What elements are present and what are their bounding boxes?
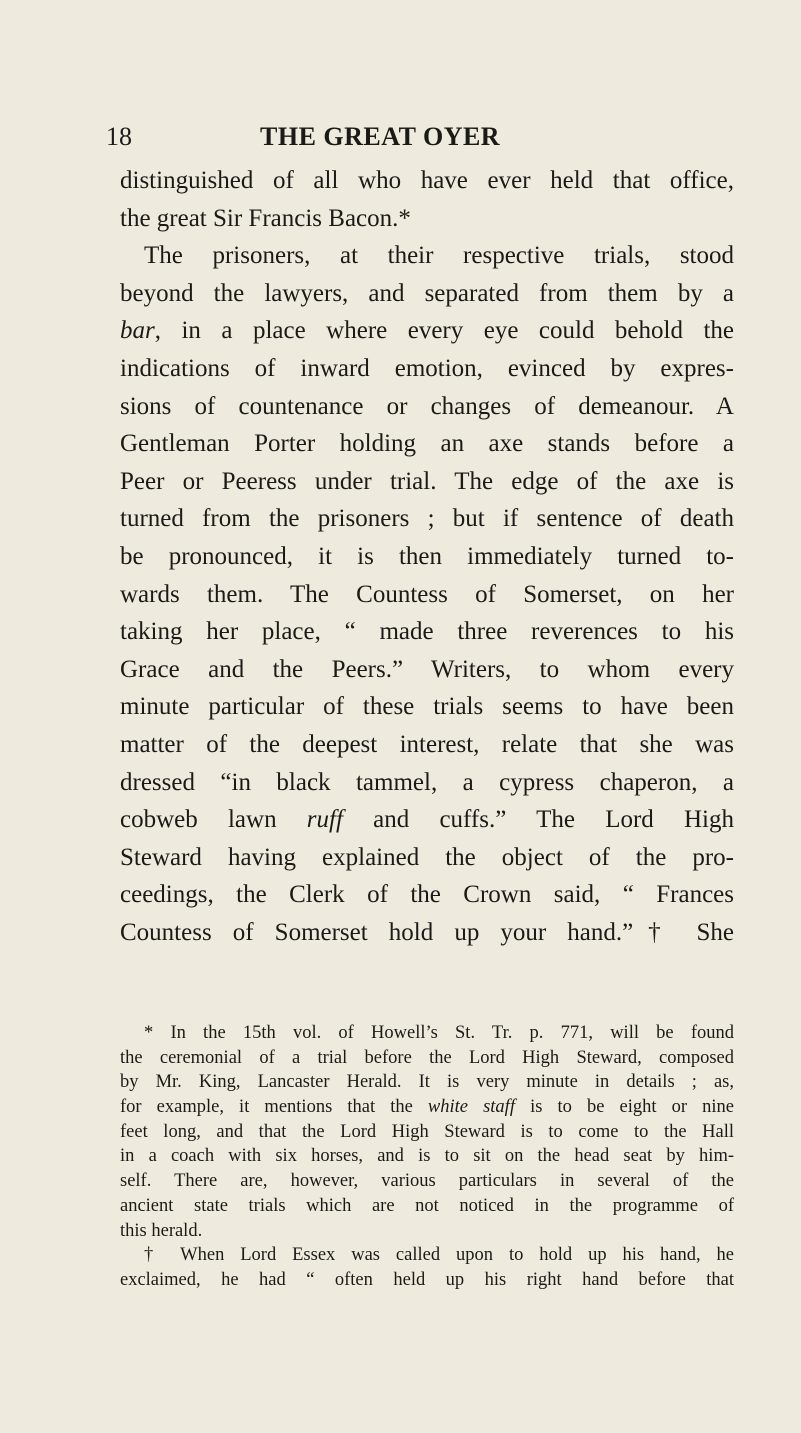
body-line: turned from the prisoners ; but if sentence of death bbox=[120, 505, 734, 533]
footnote-line: * In the 15th vol. of Howell’s St. Tr. p. 771, will be found bbox=[144, 1023, 734, 1043]
body-line: be pronounced, it is then immediately turned to- bbox=[120, 542, 734, 570]
body-line: beyond the lawyers, and separated from them by a bbox=[120, 279, 734, 307]
footnote-line: † When Lord Essex was called upon to hold up his hand, he bbox=[144, 1245, 734, 1266]
footnote-line: in a coach with six horses, and is to sit on the head seat by him- bbox=[120, 1146, 734, 1167]
footnotes bbox=[120, 1021, 734, 1293]
body-line: matter of the deepest interest, relate that she was bbox=[120, 730, 734, 758]
footnote-line: this herald. bbox=[120, 1220, 203, 1241]
body-line: bar, in a place where every eye could behold the bbox=[120, 317, 734, 345]
body-line: wards them. The Countess of Somerset, on her bbox=[120, 580, 734, 608]
body-line: indications of inward emotion, evinced by expres- bbox=[120, 354, 734, 382]
body-text bbox=[120, 162, 734, 951]
body-line: Steward having explained the object of the pro- bbox=[120, 843, 734, 871]
page-header bbox=[106, 117, 726, 157]
footnote-line: by Mr. King, Lancaster Herald. It is very minute in details ; as, bbox=[120, 1072, 734, 1093]
footnote-line: exclaimed, he had “ often held up his right hand before that bbox=[120, 1269, 734, 1290]
running-title: THE GREAT OYER bbox=[260, 122, 501, 151]
footnote-line: the ceremonial of a trial before the Lord High Steward, composed bbox=[120, 1047, 734, 1068]
body-line: taking her place, “ made three reverences to his bbox=[120, 618, 734, 646]
body-line: The prisoners, at their respective trials, stood bbox=[144, 242, 734, 270]
body-line: minute particular of these trials seems to have been bbox=[120, 693, 734, 721]
body-line: Peer or Peeress under trial. The edge of the axe is bbox=[120, 467, 734, 495]
body-line: the great Sir Francis Bacon.* bbox=[120, 204, 411, 232]
body-line: dressed “in black tammel, a cypress chaperon, a bbox=[120, 768, 734, 796]
body-line: sions of countenance or changes of demeanour. A bbox=[120, 392, 734, 420]
footnote-line: feet long, and that the Lord High Steward is to come to the Hall bbox=[120, 1121, 734, 1142]
footnote-line: for example, it mentions that the white staff is to be eight or nine bbox=[120, 1097, 735, 1118]
footnote-line: ancient state trials which are not noticed in the programme of bbox=[120, 1195, 734, 1216]
body-line: cobweb lawn ruff and cuffs.” The Lord High bbox=[120, 806, 735, 834]
body-line: ceedings, the Clerk of the Crown said, “ Frances bbox=[120, 881, 734, 909]
page-number: 18 bbox=[106, 122, 132, 151]
body-line: Gentleman Porter holding an axe stands before a bbox=[120, 430, 734, 458]
body-line: Grace and the Peers.” Writers, to whom every bbox=[120, 655, 734, 683]
body-line: Countess of Somerset hold up your hand.”† She bbox=[120, 918, 734, 946]
body-line: distinguished of all who have ever held that office, bbox=[120, 167, 734, 194]
footnote-line: self. There are, however, various particulars in several of the bbox=[120, 1171, 734, 1192]
